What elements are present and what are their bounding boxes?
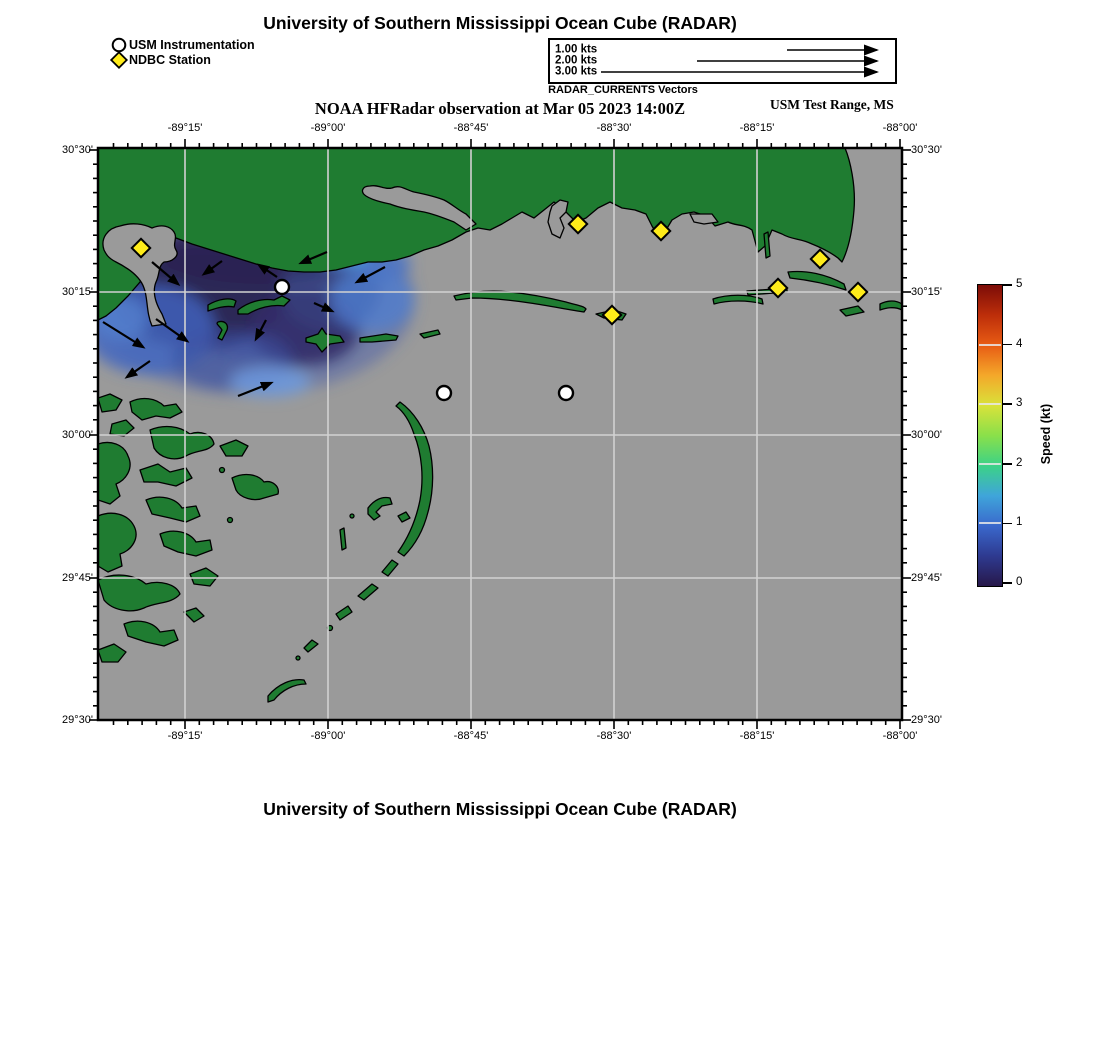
scale-row-2-label: 2.00 kts (555, 54, 598, 67)
colorbar-tick (1003, 403, 1012, 405)
colorbar-divider (979, 522, 1001, 524)
legend-ndbc-label: NDBC Station (129, 53, 211, 67)
y-axis-label-right: 30°15' (911, 286, 942, 298)
colorbar-tick (1003, 463, 1012, 465)
x-axis-label-bottom: -88°15' (739, 730, 775, 742)
x-axis-label-top: -89°15' (167, 122, 203, 134)
x-axis-label-bottom: -89°15' (167, 730, 203, 742)
figure-title-bottom: University of Southern Mississippi Ocean Cube (RADAR) (263, 799, 737, 819)
colorbar-tick (1003, 523, 1012, 525)
marsh-dot-2 (228, 518, 233, 523)
y-axis-label-left: 29°45' (62, 572, 93, 584)
x-axis-label-bottom: -89°00' (310, 730, 346, 742)
islet-dot (350, 514, 354, 518)
colorbar-tick-label: 2 (1016, 456, 1023, 469)
colorbar-divider (979, 403, 1001, 405)
x-axis-label-bottom: -88°45' (453, 730, 489, 742)
colorbar-tick-label: 3 (1016, 397, 1023, 410)
vector-scale-caption: RADAR_CURRENTS Vectors (548, 84, 698, 96)
legend-usm-label: USM Instrumentation (129, 38, 255, 52)
colorbar-divider (979, 344, 1001, 346)
colorbar-tick (1003, 344, 1012, 346)
x-axis-label-top: -89°00' (310, 122, 346, 134)
colorbar-tick-label: 0 (1016, 576, 1023, 588)
colorbar-tick (1003, 284, 1012, 286)
speed-blob (230, 367, 310, 397)
scale-row-3-label: 3.00 kts (555, 65, 598, 78)
test-range-label: USM Test Range, MS (770, 97, 894, 112)
colorbar-title: Speed (kt) (1039, 403, 1053, 465)
chandeleur-dot-2 (296, 656, 300, 660)
speed-colorbar (977, 284, 1003, 587)
marsh-dot-1 (220, 468, 225, 473)
y-axis-label-right: 29°45' (911, 572, 942, 584)
y-axis-label-left: 30°00' (62, 429, 93, 441)
x-axis-label-top: -88°45' (453, 122, 489, 134)
grand-bay (690, 214, 718, 224)
x-axis-label-top: -88°00' (882, 122, 918, 134)
scale-row-1-label: 1.00 kts (555, 43, 598, 56)
usm-station-marker (437, 386, 451, 400)
y-axis-label-left: 29°30' (62, 714, 93, 726)
x-axis-label-bottom: -88°30' (596, 730, 632, 742)
y-axis-label-right: 30°30' (911, 144, 942, 156)
observation-subtitle: NOAA HFRadar observation at Mar 05 2023 14:00Z (314, 99, 686, 118)
x-axis-label-bottom: -88°00' (882, 730, 918, 742)
y-axis-label-left: 30°30' (62, 144, 93, 156)
usm-station-marker (559, 386, 573, 400)
colorbar-divider (979, 463, 1001, 465)
x-axis-label-top: -88°30' (596, 122, 632, 134)
colorbar-tick-label: 4 (1016, 337, 1023, 350)
colorbar-tick-label: 1 (1016, 516, 1023, 529)
figure-title-top: University of Southern Mississippi Ocean Cube (RADAR) (263, 13, 737, 33)
x-axis-label-top: -88°15' (739, 122, 775, 134)
usm-station-marker (275, 280, 289, 294)
y-axis-label-left: 30°15' (62, 286, 93, 298)
colorbar-tick-label: 5 (1016, 278, 1023, 290)
y-axis-label-right: 30°00' (911, 429, 942, 441)
colorbar-tick (1003, 582, 1012, 584)
y-axis-label-right: 29°30' (911, 714, 942, 726)
